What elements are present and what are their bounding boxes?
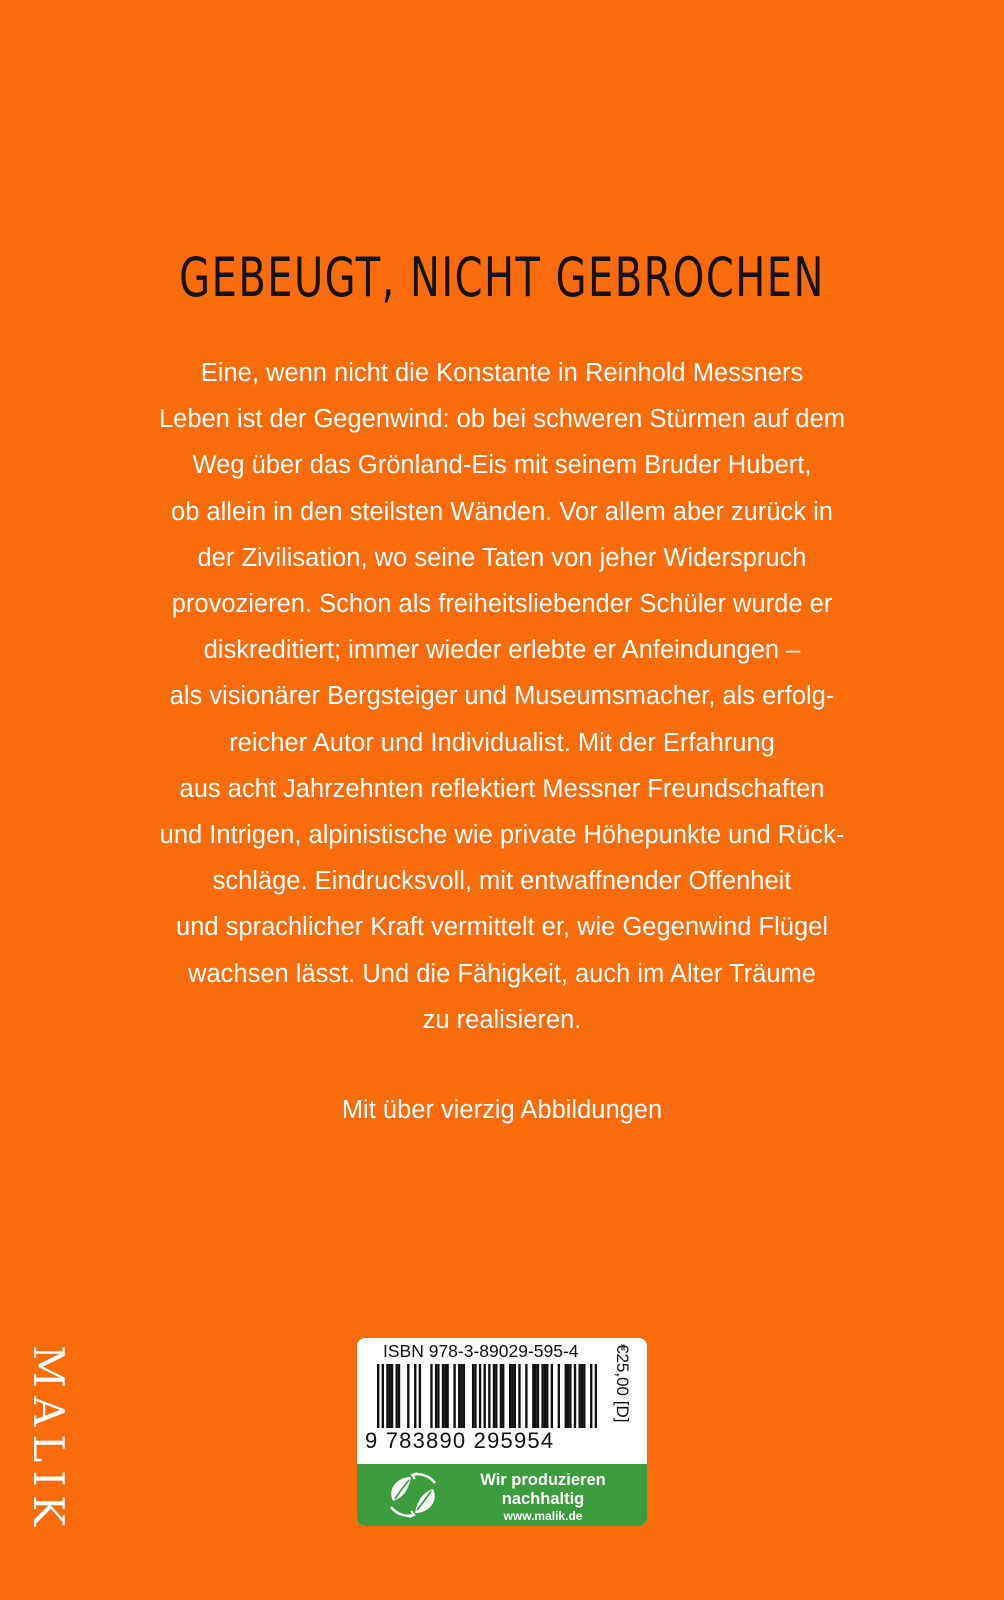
barcode-bar — [472, 1364, 474, 1428]
barcode-bar — [488, 1364, 490, 1428]
publisher-logo: MALIK — [24, 1345, 73, 1535]
blurb-line: aus acht Jahrzehnten reflektiert Messner Freundschaften — [179, 774, 825, 803]
barcode-bar — [442, 1364, 444, 1428]
barcode-bar — [460, 1364, 462, 1428]
blurb-line: zu realisieren. — [422, 1005, 582, 1034]
barcode-bar — [544, 1364, 546, 1428]
barcode-bar — [567, 1364, 569, 1428]
eco-line-1: Wir produzieren — [480, 1471, 606, 1489]
price-text: €25,00 [D] — [613, 1344, 632, 1423]
barcode-bar — [377, 1364, 379, 1428]
barcode-bar — [502, 1364, 504, 1428]
barcode-bar — [453, 1364, 455, 1428]
publisher-logo-area — [22, 1345, 74, 1535]
barcode-bar — [583, 1364, 585, 1428]
barcode-bar — [565, 1364, 567, 1428]
barcode-bar — [407, 1364, 409, 1428]
barcode-bar — [474, 1364, 476, 1428]
blurb-line: Weg über das Grönland-Eis mit seinem Bruder Hubert, — [192, 451, 812, 480]
blurb-line: reicher Autor und Individualist. Mit der Erfahrung — [229, 728, 775, 757]
barcode-bar — [537, 1364, 539, 1428]
barcode-bars — [377, 1364, 597, 1428]
blurb-line: und Intrigen, alpinistische wie private Höhepunkte und Rück- — [159, 821, 845, 850]
barcode-label — [357, 1338, 647, 1526]
barcode-bar — [500, 1364, 502, 1428]
barcode-bar — [419, 1364, 421, 1428]
eco-url: www.malik.de — [503, 1509, 583, 1523]
leaf-cycle-icon — [383, 1471, 443, 1519]
barcode-bar — [534, 1364, 536, 1428]
barcode-bar — [511, 1364, 513, 1428]
barcode-bar — [386, 1364, 388, 1428]
barcode-bar — [463, 1364, 465, 1428]
barcode-bar — [595, 1364, 597, 1428]
barcode-bar — [551, 1364, 553, 1428]
barcode-bar — [389, 1364, 391, 1428]
blurb-line: wachsen lässt. Und die Fähigkeit, auch im Alter Träume — [188, 959, 816, 988]
barcode-bar — [546, 1364, 548, 1428]
blurb-line: Leben ist der Gegenwind: ob bei schweren Stürmen auf dem — [158, 405, 846, 434]
barcode-bar — [495, 1364, 497, 1428]
barcode-bar — [590, 1364, 592, 1428]
eco-badge — [357, 1464, 647, 1526]
barcode-bar — [532, 1364, 534, 1428]
eco-line-2: nachhaltig — [501, 1490, 585, 1508]
blurb-line: ob allein in den steilsten Wänden. Vor allem aber zurück in — [171, 497, 833, 526]
barcode-bar — [541, 1364, 543, 1428]
barcode-bar — [391, 1364, 393, 1428]
barcode-bar — [444, 1364, 446, 1428]
barcode-bar — [435, 1364, 437, 1428]
barcode-bar — [574, 1364, 576, 1428]
blurb-text — [90, 350, 914, 1043]
barcode-bar — [514, 1364, 516, 1428]
barcode-bar — [430, 1364, 432, 1428]
barcode-bar — [446, 1364, 448, 1428]
blurb-line: Eine, wenn nicht die Konstante in Reinhold Messners — [200, 359, 804, 387]
blurb-line: und sprachlicher Kraft vermittelt er, wie Gegenwind Flügel — [176, 913, 828, 942]
barcode-bar — [581, 1364, 583, 1428]
barcode-bar — [479, 1364, 481, 1428]
barcode-bar — [509, 1364, 511, 1428]
blurb-line: der Zivilisation, wo seine Taten von jeher Widerspruch — [197, 543, 807, 572]
barcode-bar — [458, 1364, 460, 1428]
barcode-bar — [569, 1364, 571, 1428]
barcode-bar — [493, 1364, 495, 1428]
blurb-line: provozieren. Schon als freiheitsliebender Schüler wurde er — [171, 590, 833, 619]
barcode-bar — [518, 1364, 520, 1428]
barcode-digits: 9 783890 295954 — [365, 1428, 555, 1453]
blurb-line: diskreditiert; immer wieder erlebte er Anfeindungen – — [203, 636, 801, 665]
barcode-bar — [398, 1364, 400, 1428]
barcode-bar — [437, 1364, 439, 1428]
blurb-line: schläge. Eindrucksvoll, mit entwaffnender Offenheit — [212, 867, 792, 896]
barcode-bar — [382, 1364, 384, 1428]
barcode-bar — [525, 1364, 527, 1428]
barcode-bar — [484, 1364, 486, 1428]
barcode-bar — [396, 1364, 398, 1428]
blurb-line: als visionärer Bergsteiger und Museumsmacher, als erfolg- — [169, 682, 835, 711]
illustrations-note: Mit über vierzig Abbildungen — [341, 1096, 663, 1124]
isbn-text: ISBN 978-3-89029-595-4 — [383, 1341, 579, 1361]
price-area — [605, 1344, 639, 1456]
barcode-bar — [414, 1364, 416, 1428]
barcode-bar — [558, 1364, 560, 1428]
headline: GEBEUGT, NICHT GEBROCHEN — [179, 246, 825, 309]
barcode-bar — [578, 1364, 580, 1428]
